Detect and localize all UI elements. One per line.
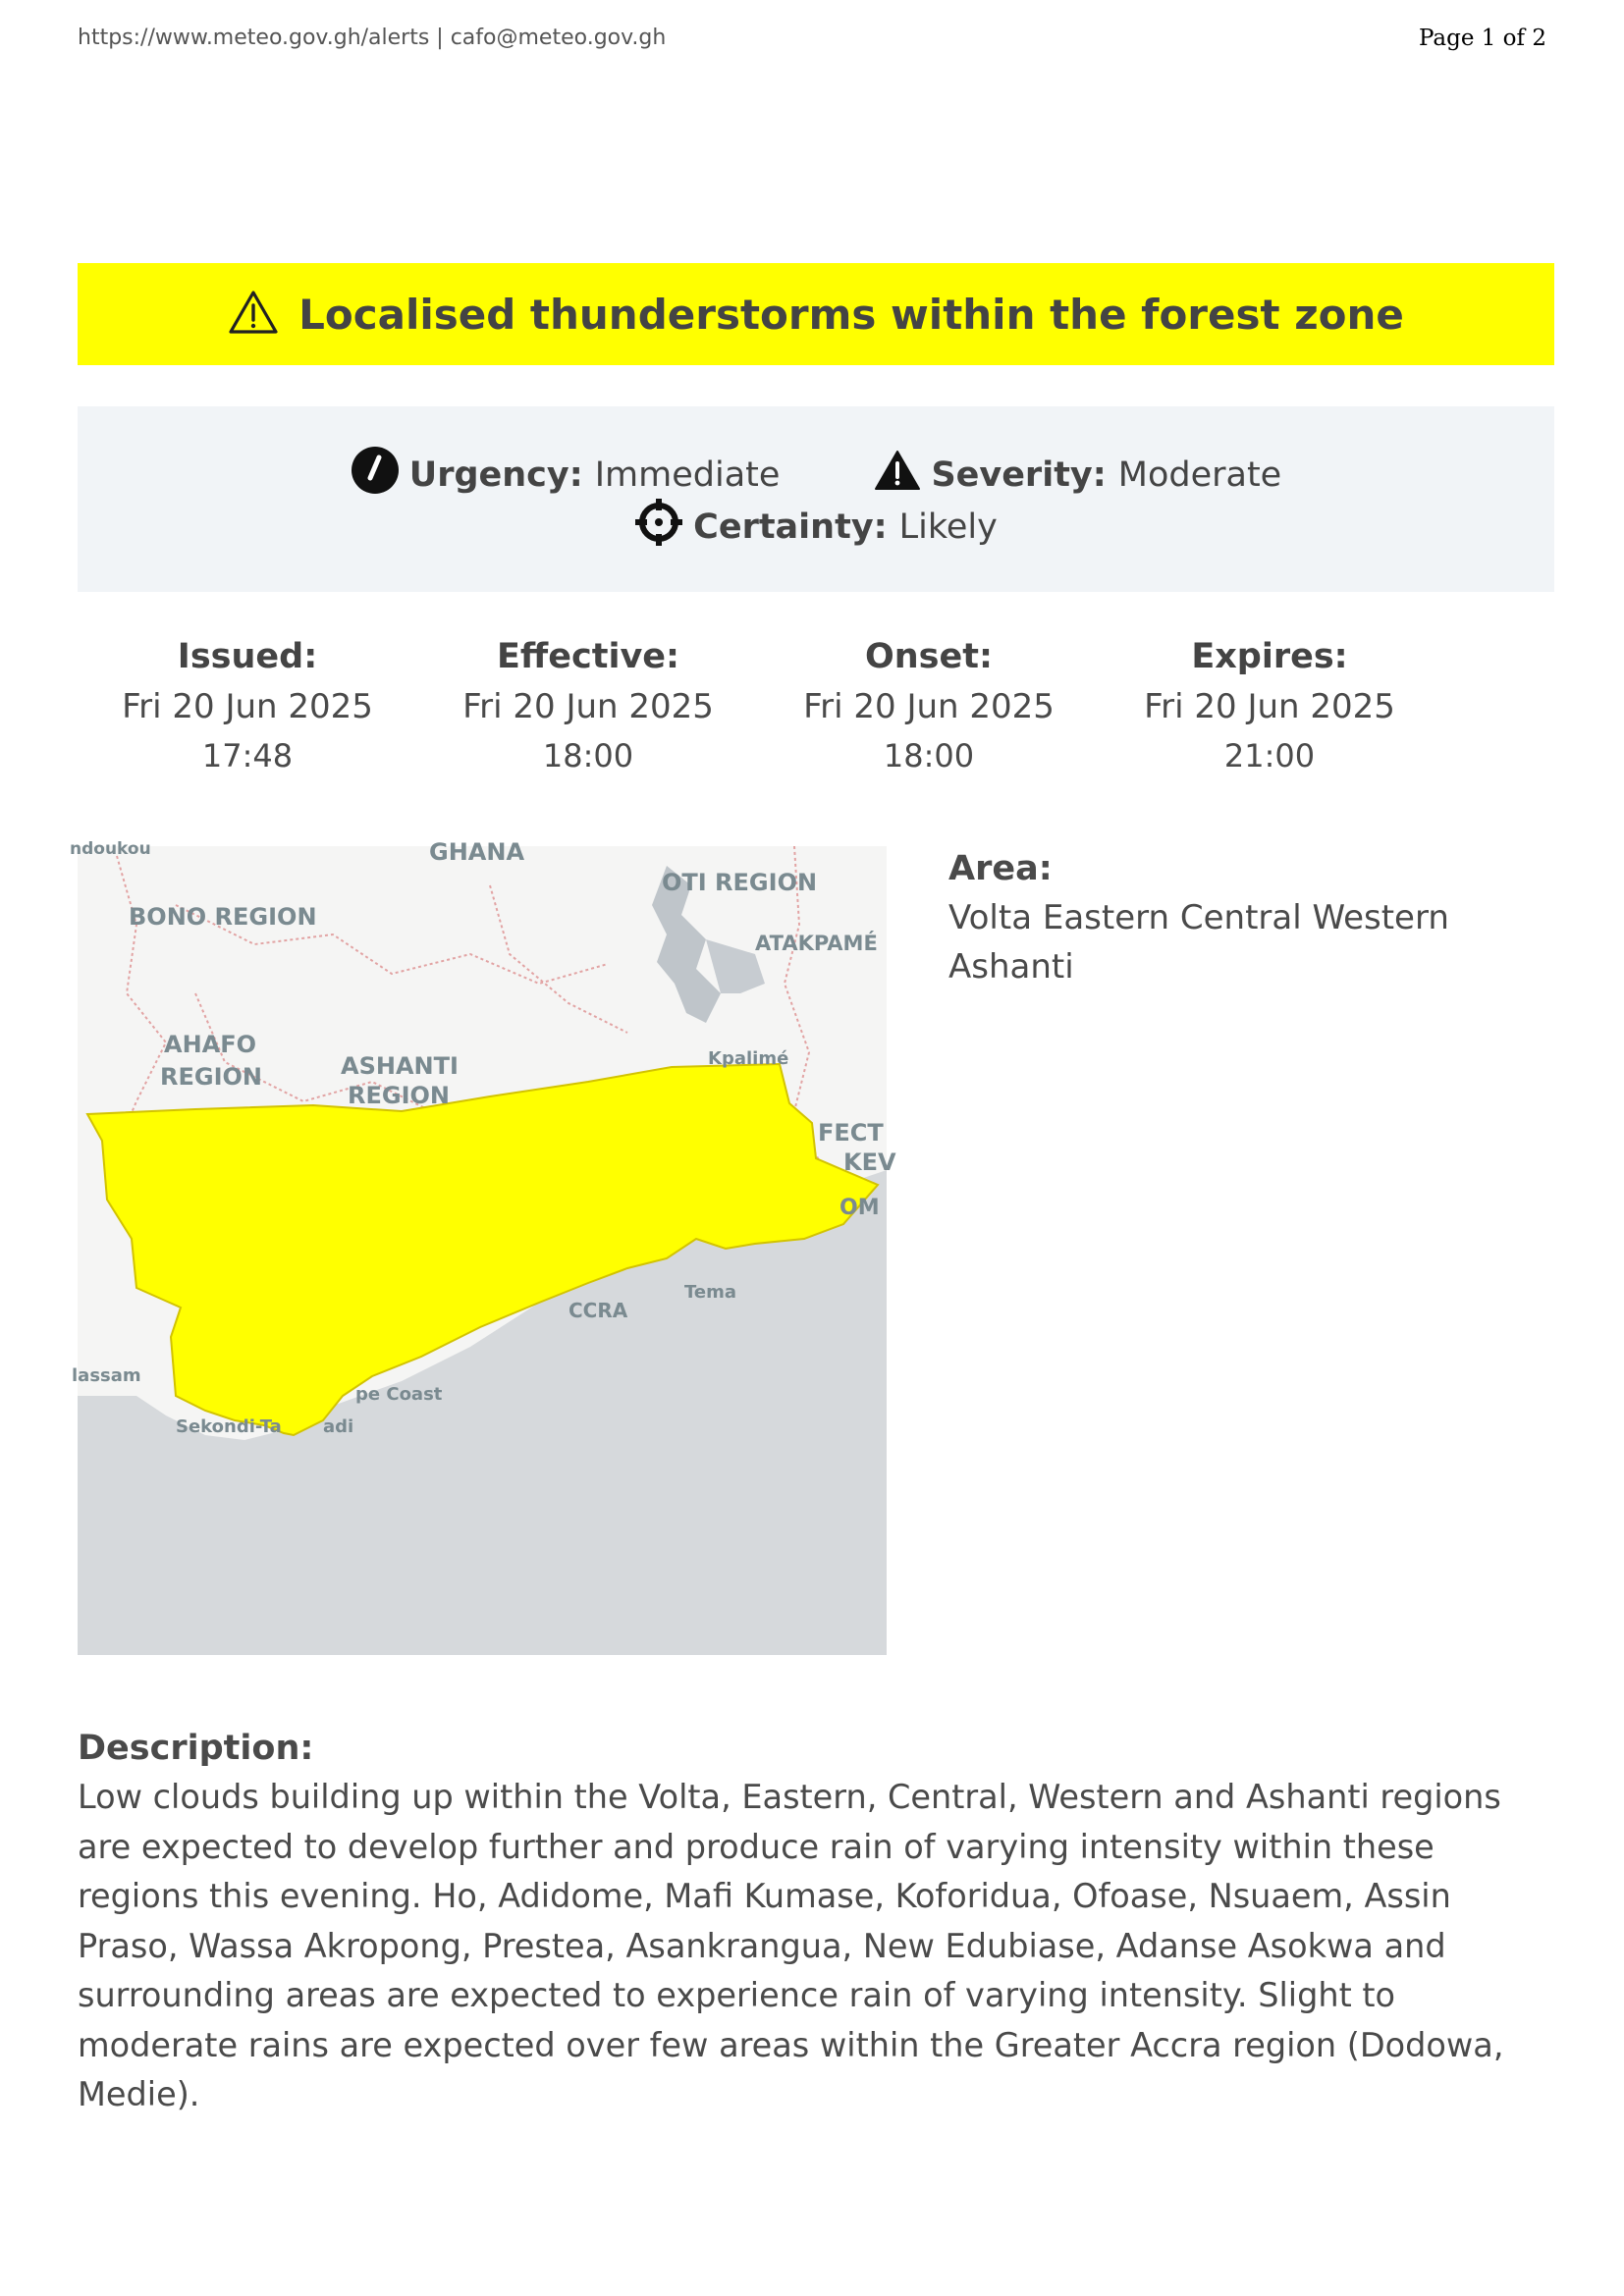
time-clock: 18:00	[883, 737, 975, 774]
certainty-field	[634, 498, 998, 556]
map-label-accra: CCRA	[568, 1299, 628, 1322]
effective-column	[418, 633, 758, 778]
map-label-ahafo: AHAFO	[164, 1031, 257, 1058]
map-label-kev: KEV	[843, 1148, 896, 1176]
urgency-field	[351, 446, 781, 504]
time-date: Fri 20 Jun 2025	[462, 687, 714, 726]
certainty-value: Likely	[898, 507, 998, 547]
time-label: Issued:	[177, 637, 318, 676]
map-label-oti: OTI REGION	[662, 869, 818, 896]
map-label-om: OM	[839, 1196, 880, 1220]
crosshair-icon	[634, 498, 693, 556]
map-label-ndoukou: ndoukou	[70, 839, 151, 859]
time-date: Fri 20 Jun 2025	[803, 687, 1055, 726]
map-label-atakpame: ATAKPAMÉ	[755, 932, 878, 955]
page-number: Page 1 of 2	[1418, 26, 1546, 51]
stopwatch-icon	[351, 446, 409, 504]
severity-label: Severity:	[931, 454, 1107, 495]
alert-area-map	[70, 838, 896, 1655]
time-label: Effective:	[496, 637, 680, 676]
warning-triangle-icon	[228, 290, 279, 339]
time-date: Fri 20 Jun 2025	[122, 687, 373, 726]
area-label: Area:	[948, 849, 1053, 888]
alert-meta-panel	[78, 406, 1554, 592]
map-label-sekondi: Sekondi-Ta	[176, 1416, 282, 1437]
severity-value: Moderate	[1117, 454, 1282, 495]
alert-timeline	[78, 633, 1554, 780]
certainty-label: Certainty:	[693, 507, 888, 547]
severity-field	[874, 450, 1281, 500]
time-label: Expires:	[1191, 637, 1348, 676]
onset-column	[759, 633, 1099, 778]
header-url-contact: https://www.meteo.gov.gh/alerts | cafo@meteo.gov.gh	[78, 26, 667, 50]
map-label-ahafo-region: REGION	[160, 1063, 262, 1091]
alert-banner	[78, 263, 1554, 365]
urgency-label: Urgency:	[408, 454, 583, 495]
time-clock: 21:00	[1223, 737, 1316, 774]
urgency-value: Immediate	[594, 454, 781, 495]
expires-column	[1100, 633, 1439, 778]
description-label: Description:	[78, 1729, 314, 1768]
map-label-assam: lassam	[72, 1365, 141, 1386]
time-label: Onset:	[865, 637, 993, 676]
alert-triangle-icon	[874, 450, 931, 500]
map-label-tema: Tema	[684, 1282, 736, 1303]
map-label-cape-coast: pe Coast	[355, 1384, 443, 1405]
map-label-ashanti: ASHANTI	[341, 1052, 459, 1080]
time-clock: 17:48	[201, 737, 294, 774]
time-clock: 18:00	[542, 737, 634, 774]
page-header	[78, 22, 1546, 51]
alert-title: Localised thunderstorms within the forest zone	[298, 290, 1404, 339]
map-label-kpalime: Kpalimé	[708, 1048, 789, 1069]
description-text: Low clouds building up within the Volta, Eastern, Central, Western and Ashanti regions are expected to develop further and produce rain of varying intensity within these regions this evening. Ho, Adidome, Mafi Kumase, Koforidua, Ofoase, Nsuaem, Assin Praso, Wassa Akropong, Prestea, Asankrangua, New Edubiase, Adanse Asokwa and surrounding areas are expected to experience rain of varying intensity. Slight to moderate rains are expected over few areas within the Greater Accra region (Dodowa, Medie).	[78, 1778, 1504, 2113]
time-date: Fri 20 Jun 2025	[1144, 687, 1395, 726]
issued-column	[78, 633, 417, 778]
description-section	[78, 1724, 1554, 2120]
map-label-ashanti-region: REGION	[348, 1082, 450, 1109]
area-section	[948, 844, 1538, 991]
area-text: Volta Eastern Central Western Ashanti	[948, 898, 1449, 987]
map-label-bono: BONO REGION	[129, 903, 317, 931]
map-label-fect: FECT	[818, 1119, 884, 1147]
map-label-ghana: GHANA	[429, 838, 525, 866]
map-label-takoradi: adi	[323, 1416, 354, 1437]
